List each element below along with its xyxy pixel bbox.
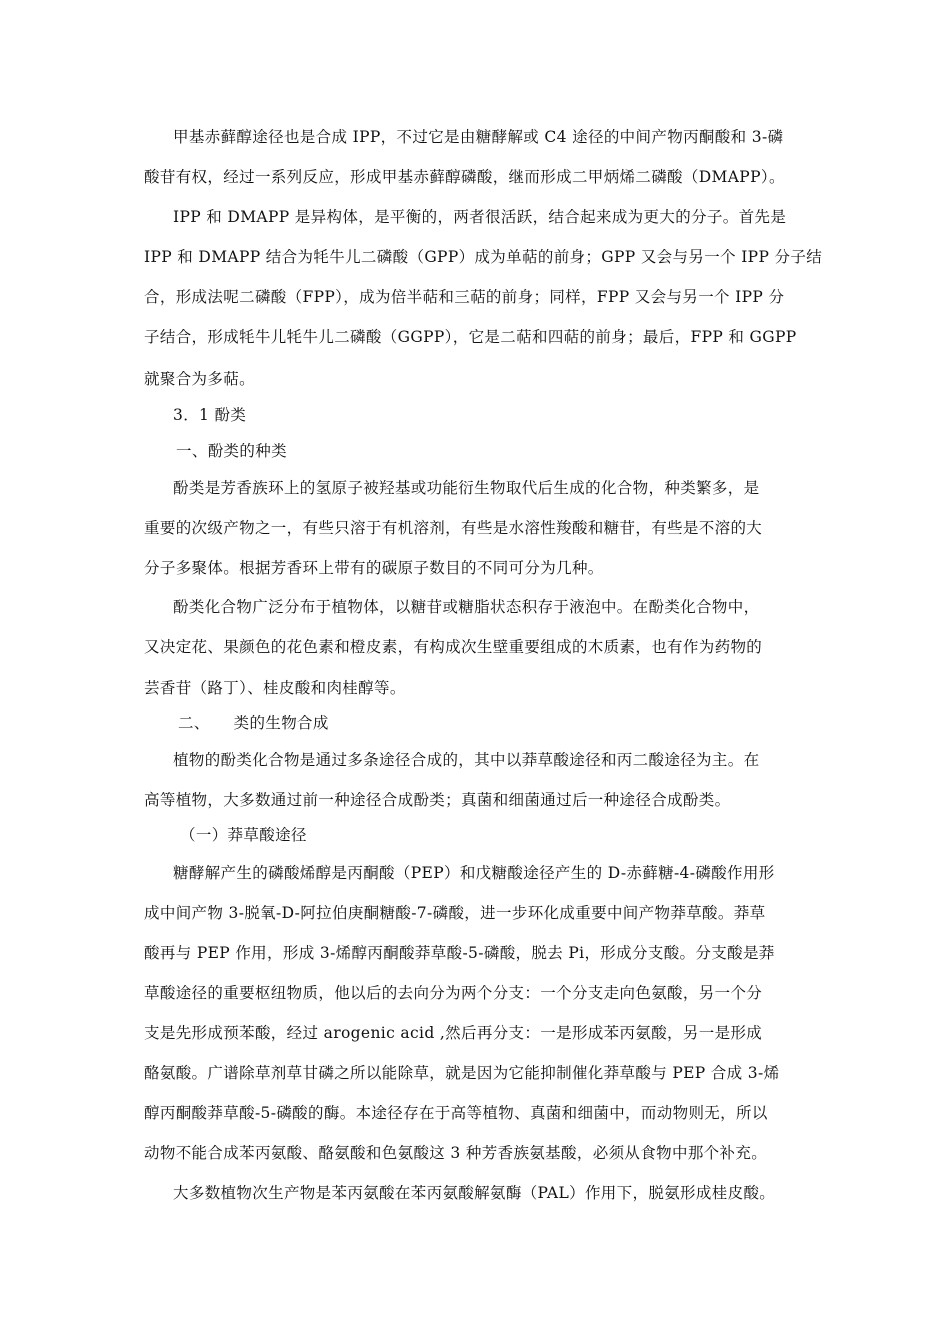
subsection-heading: 二、 类的生物合成 [178, 714, 329, 732]
subsection-heading: 一、酚类的种类 [176, 442, 287, 460]
paragraph-line: 酪氨酸。广谱除草剂草甘磷之所以能除草，就是因为它能抑制催化莽草酸与 PEP 合成 3-烯 [144, 1064, 780, 1082]
paragraph-line: 分子多聚体。根据芳香环上带有的碳原子数目的不同可分为几种。 [144, 559, 604, 577]
paragraph-line: 子结合，形成牦牛儿牦牛儿二磷酸（GGPP），它是二萜和四萜的前身；最后，FPP 和 GGPP [144, 328, 797, 346]
paragraph-line: 大多数植物次生产物是苯丙氨酸在苯丙氨酸解氨酶（PAL）作用下，脱氨形成桂皮酸。 [173, 1184, 776, 1202]
paragraph-line: IPP 和 DMAPP 结合为牦牛儿二磷酸（GPP）成为单萜的前身；GPP 又会与另一个 IPP 分子结 [144, 248, 823, 266]
paragraph-line: 草酸途径的重要枢纽物质，他以后的去向分为两个分支：一个分支走向色氨酸，另一个分 [144, 984, 763, 1002]
paragraph-line: IPP 和 DMAPP 是异构体，是平衡的，两者很活跃，结合起来成为更大的分子。首先是 [173, 208, 787, 226]
section-heading: 3．1 酚类 [173, 406, 247, 424]
paragraph-line: 支是先形成预苯酸，经过 arogenic acid ,然后再分支：一是形成苯丙氨酸，另一是形成 [144, 1024, 763, 1042]
paragraph-line: 合，形成法呢二磷酸（FPP），成为倍半萜和三萜的前身；同样，FPP 又会与另一个 IPP 分 [144, 288, 785, 306]
paragraph-line: 又决定花、果颜色的花色素和橙皮素，有构成次生壁重要组成的木质素，也有作为药物的 [144, 638, 763, 656]
subsection-heading: （一）莽草酸途径 [180, 826, 307, 844]
paragraph-line: 酸再与 PEP 作用，形成 3-烯醇丙酮酸莽草酸-5-磷酸，脱去 Pi，形成分支酸。分支酸是莽 [144, 944, 775, 962]
paragraph-line: 就聚合为多萜。 [144, 370, 255, 388]
paragraph-line: 植物的酚类化合物是通过多条途径合成的，其中以莽草酸途径和丙二酸途径为主。在 [173, 751, 760, 769]
paragraph-line: 高等植物，大多数通过前一种途径合成酚类；真菌和细菌通过后一种途径合成酚类。 [144, 791, 731, 809]
paragraph-line: 甲基赤藓醇途径也是合成 IPP，不过它是由糖酵解或 C4 途径的中间产物丙酮酸和 3-磷 [173, 128, 784, 146]
paragraph-line: 动物不能合成苯丙氨酸、酪氨酸和色氨酸这 3 种芳香族氨基酸，必须从食物中那个补充。 [144, 1144, 768, 1162]
paragraph-line: 酚类是芳香族环上的氢原子被羟基或功能衍生物取代后生成的化合物，种类繁多，是 [173, 479, 760, 497]
paragraph-line: 酚类化合物广泛分布于植物体，以糖苷或糖脂状态积存于液泡中。在酚类化合物中， [173, 598, 760, 616]
paragraph-line: 成中间产物 3-脱氧-D-阿拉伯庚酮糖酸-7-磷酸，进一步环化成重要中间产物莽草酸。莽草 [144, 904, 766, 922]
paragraph-line: 糖酵解产生的磷酸烯醇是丙酮酸（PEP）和戊糖酸途径产生的 D-赤藓糖-4-磷酸作用形 [173, 864, 775, 882]
paragraph-line: 芸香苷（路丁）、桂皮酸和肉桂醇等。 [144, 679, 406, 697]
paragraph-line: 重要的次级产物之一，有些只溶于有机溶剂，有些是水溶性羧酸和糖苷，有些是不溶的大 [144, 519, 763, 537]
paragraph-line: 酸苷有权，经过一系列反应，形成甲基赤藓醇磷酸，继而形成二甲炳烯二磷酸（DMAPP）。 [144, 168, 785, 186]
paragraph-line: 醇丙酮酸莽草酸-5-磷酸的酶。本途径存在于高等植物、真菌和细菌中，而动物则无，所以 [144, 1104, 768, 1122]
